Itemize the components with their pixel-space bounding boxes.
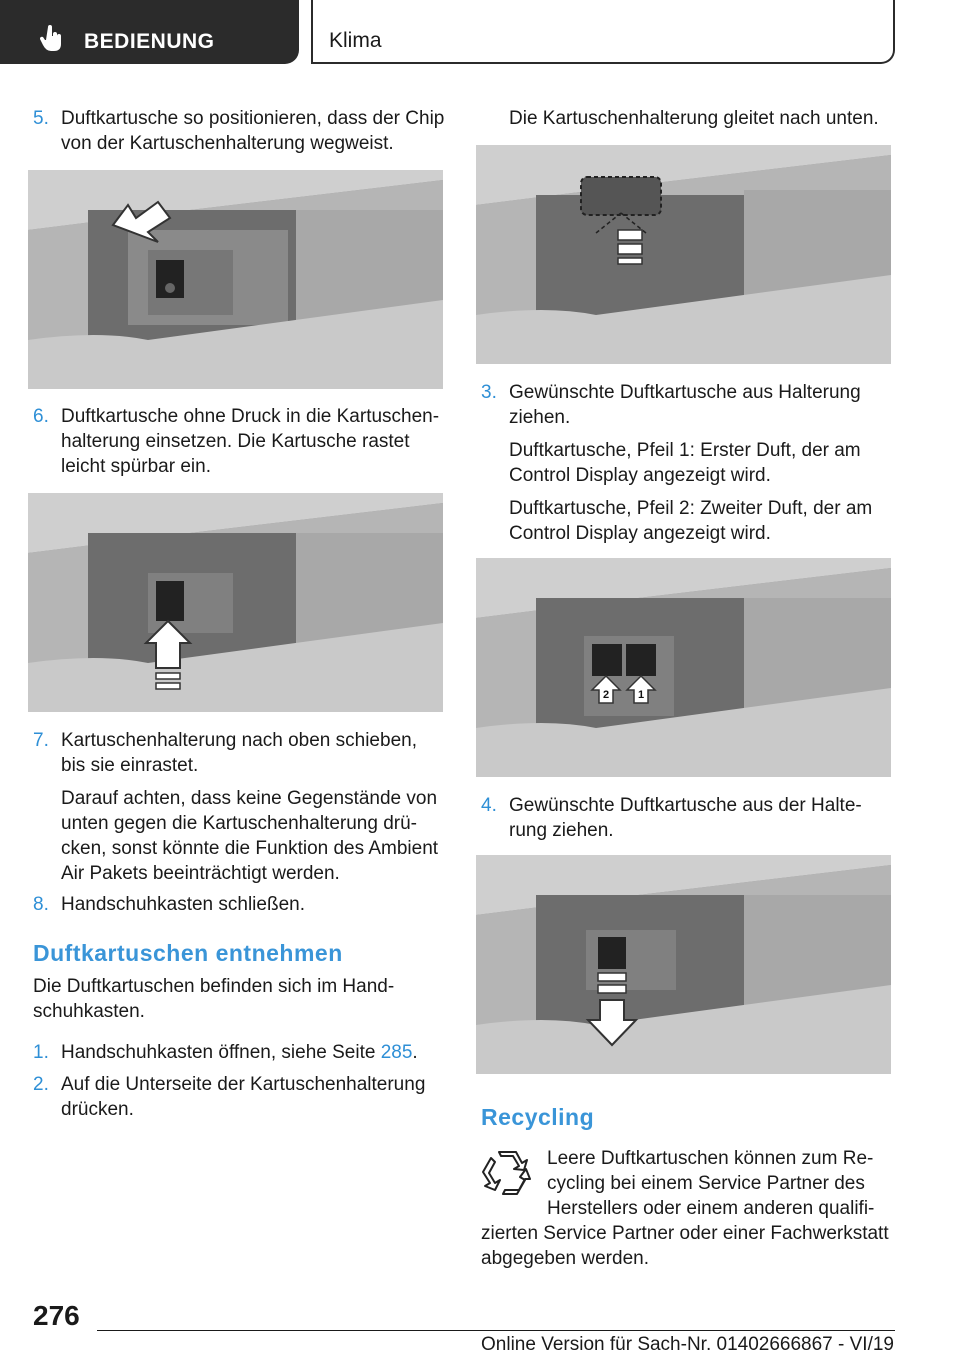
text-line: Leere Duftkartuschen können zum Re- bbox=[547, 1148, 874, 1169]
photo-pull-cartridge bbox=[476, 855, 891, 1074]
photo-insert-cartridge bbox=[28, 493, 443, 712]
recycling-heading: Recycling bbox=[481, 1104, 595, 1130]
chapter-label: Klima bbox=[329, 29, 382, 52]
text-line: Auf die Unterseite der Kartuschenhalterung bbox=[61, 1074, 426, 1095]
footer-divider bbox=[97, 1330, 895, 1331]
text-line: von der Kartuschenhalterung wegweist. bbox=[61, 133, 394, 154]
page-number: 276 bbox=[33, 1300, 80, 1331]
step-1-text bbox=[61, 1040, 418, 1065]
text-line: Duftkartusche so positionieren, dass der Chip bbox=[61, 108, 445, 129]
step-number: 7. bbox=[33, 730, 49, 751]
arrow-label-2: 2 bbox=[602, 689, 610, 701]
text-line: Duftkartusche, Pfeil 1: Erster Duft, der am bbox=[509, 440, 861, 461]
recycling-text-indented bbox=[547, 1146, 874, 1221]
step-number: 3. bbox=[481, 382, 497, 403]
text-line: schuhkasten. bbox=[33, 1001, 145, 1022]
page-link[interactable]: 285 bbox=[380, 1042, 413, 1063]
text-line: bis sie einrastet. bbox=[61, 755, 199, 776]
text-punct: . bbox=[412, 1042, 418, 1063]
photo-insert-position bbox=[28, 170, 443, 389]
recycle-icon bbox=[481, 1148, 533, 1200]
chapter-box bbox=[311, 0, 895, 64]
text-line: rung ziehen. bbox=[509, 820, 614, 841]
text-line: Gewünschte Duftkartusche aus Halterung bbox=[509, 382, 861, 403]
text-line: leicht spürbar ein. bbox=[61, 456, 211, 477]
step-3-text bbox=[509, 380, 872, 546]
text-line: Kartuschenhalterung nach oben schieben, bbox=[61, 730, 417, 751]
text-line: unten gegen die Kartuschenhalterung drü- bbox=[61, 813, 417, 834]
step-4-text bbox=[509, 793, 862, 843]
step-number: 4. bbox=[481, 795, 497, 816]
step-6-text bbox=[61, 404, 439, 479]
continuation-text: Die Kartuschenhalterung gleitet nach unten. bbox=[509, 108, 879, 129]
step-number: 5. bbox=[33, 108, 49, 129]
text-line: Herstellers oder einem anderen qualifi- bbox=[547, 1198, 875, 1219]
step-number: 8. bbox=[33, 894, 49, 915]
step-2-text bbox=[61, 1072, 425, 1122]
footer-text: Online Version für Sach-Nr. 01402666867 - VI/19 bbox=[481, 1334, 894, 1355]
photo-two-cartridges bbox=[476, 558, 891, 777]
text-line: drücken. bbox=[61, 1099, 134, 1120]
text-line: zierten Service Partner oder einer Fachwerkstatt bbox=[481, 1223, 889, 1244]
text-line: Die Duftkartuschen befinden sich im Hand- bbox=[33, 976, 395, 997]
photo-holder-slides-down bbox=[476, 145, 891, 364]
hand-pointer-icon bbox=[40, 25, 64, 53]
text-line: Darauf achten, dass keine Gegenstände von bbox=[61, 788, 438, 809]
text-line: cken, sonst könnte die Funktion des Ambient bbox=[61, 838, 439, 859]
section-label: BEDIENUNG bbox=[84, 30, 215, 53]
step-number: 6. bbox=[33, 406, 49, 427]
text-line: Control Display angezeigt wird. bbox=[509, 465, 771, 486]
text-line: Duftkartusche ohne Druck in die Kartuschen- bbox=[61, 406, 440, 427]
step-5-text bbox=[61, 106, 444, 156]
text-line: Gewünschte Duftkartusche aus der Halte- bbox=[509, 795, 862, 816]
section-heading: Duftkartuschen entnehmen bbox=[33, 940, 343, 966]
text-line: Control Display angezeigt wird. bbox=[509, 523, 771, 544]
text-line: abgegeben werden. bbox=[481, 1248, 649, 1269]
step-7-text bbox=[61, 728, 438, 886]
step-number: 2. bbox=[33, 1074, 49, 1095]
text-line: Handschuhkasten öffnen, siehe Seite bbox=[61, 1042, 381, 1063]
recycling-text bbox=[481, 1221, 889, 1271]
section-intro bbox=[33, 974, 394, 1024]
step-number: 1. bbox=[33, 1042, 49, 1063]
text-line: ziehen. bbox=[509, 407, 571, 428]
step-8-text: Handschuhkasten schließen. bbox=[61, 894, 305, 915]
text-line: Air Pakets beeinträchtigt werden. bbox=[61, 863, 340, 884]
text-line: halterung einsetzen. Die Kartusche rastet bbox=[61, 431, 410, 452]
section-tab[interactable] bbox=[0, 0, 299, 64]
text-line: cycling bei einem Service Partner des bbox=[547, 1173, 865, 1194]
arrow-label-1: 1 bbox=[637, 689, 645, 701]
text-line: Duftkartusche, Pfeil 2: Zweiter Duft, der am bbox=[509, 498, 873, 519]
